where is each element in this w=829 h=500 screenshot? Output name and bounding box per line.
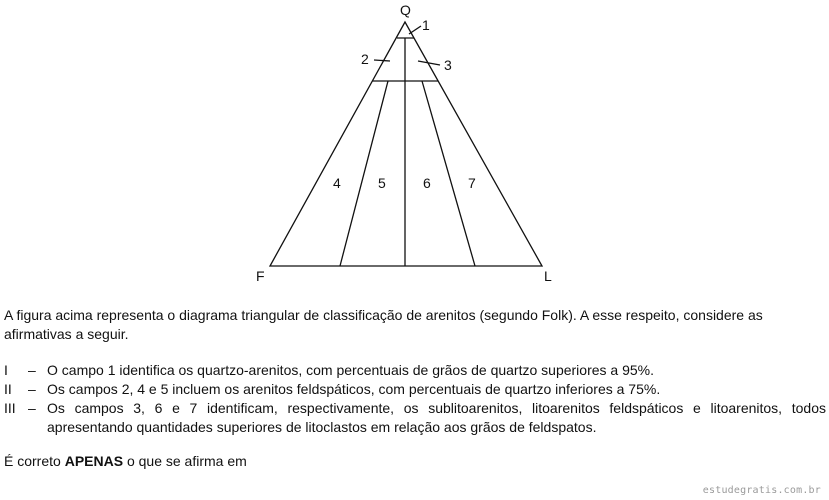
statement-number: III xyxy=(4,400,16,416)
divider-6-7 xyxy=(422,81,475,266)
vertex-label-q: Q xyxy=(400,2,411,18)
statement-number: II xyxy=(4,381,12,397)
field-label-3: 3 xyxy=(444,57,452,73)
field-label-1: 1 xyxy=(422,17,430,33)
statement-ii xyxy=(4,380,826,399)
intro-paragraph: A figura acima representa o diagrama triangular de classificação de arenitos (segundo Folk). A esse respeito, considere as afirmativas a seguir. xyxy=(4,307,763,342)
statement-text: O campo 1 identifica os quartzo-arenitos, com percentuais de grãos de quartzo superiores a 95%. xyxy=(47,362,654,378)
statement-text: Os campos 2, 4 e 5 incluem os arenitos feldspáticos, com percentuais de quartzo inferiores a 75%. xyxy=(47,381,661,397)
question-prefix: É correto xyxy=(4,453,61,469)
statement-i xyxy=(4,361,826,380)
statement-number: I xyxy=(4,362,8,378)
field-label-4: 4 xyxy=(333,175,341,191)
statement-dash: – xyxy=(28,362,36,378)
statements-list xyxy=(4,361,826,437)
statement-dash: – xyxy=(28,400,36,416)
leader-1 xyxy=(409,26,421,34)
vertex-label-f: F xyxy=(256,268,265,284)
vertex-label-l: L xyxy=(544,268,552,284)
question-emphasis: APENAS xyxy=(64,453,124,469)
watermark: estudegratis.com.br xyxy=(702,485,821,496)
statement-text: Os campos 3, 6 e 7 identificam, respectivamente, os sublitoarenitos, litoarenitos feldspáticos e litoarenitos, todos apresentando quantidades superiores de litoclastos em relação aos grãos de feldspatos. xyxy=(47,400,826,435)
leader-2 xyxy=(374,60,390,61)
field-label-2: 2 xyxy=(361,51,369,67)
divider-4-5 xyxy=(340,81,388,266)
triangle-outline xyxy=(270,22,542,266)
statement-dash: – xyxy=(28,381,36,397)
field-label-5: 5 xyxy=(378,175,386,191)
diagram-lines xyxy=(270,22,542,266)
question-line xyxy=(4,453,247,469)
field-label-6: 6 xyxy=(423,175,431,191)
field-label-7: 7 xyxy=(468,175,476,191)
question-suffix: o que se afirma em xyxy=(126,453,247,469)
statement-iii xyxy=(4,399,826,437)
